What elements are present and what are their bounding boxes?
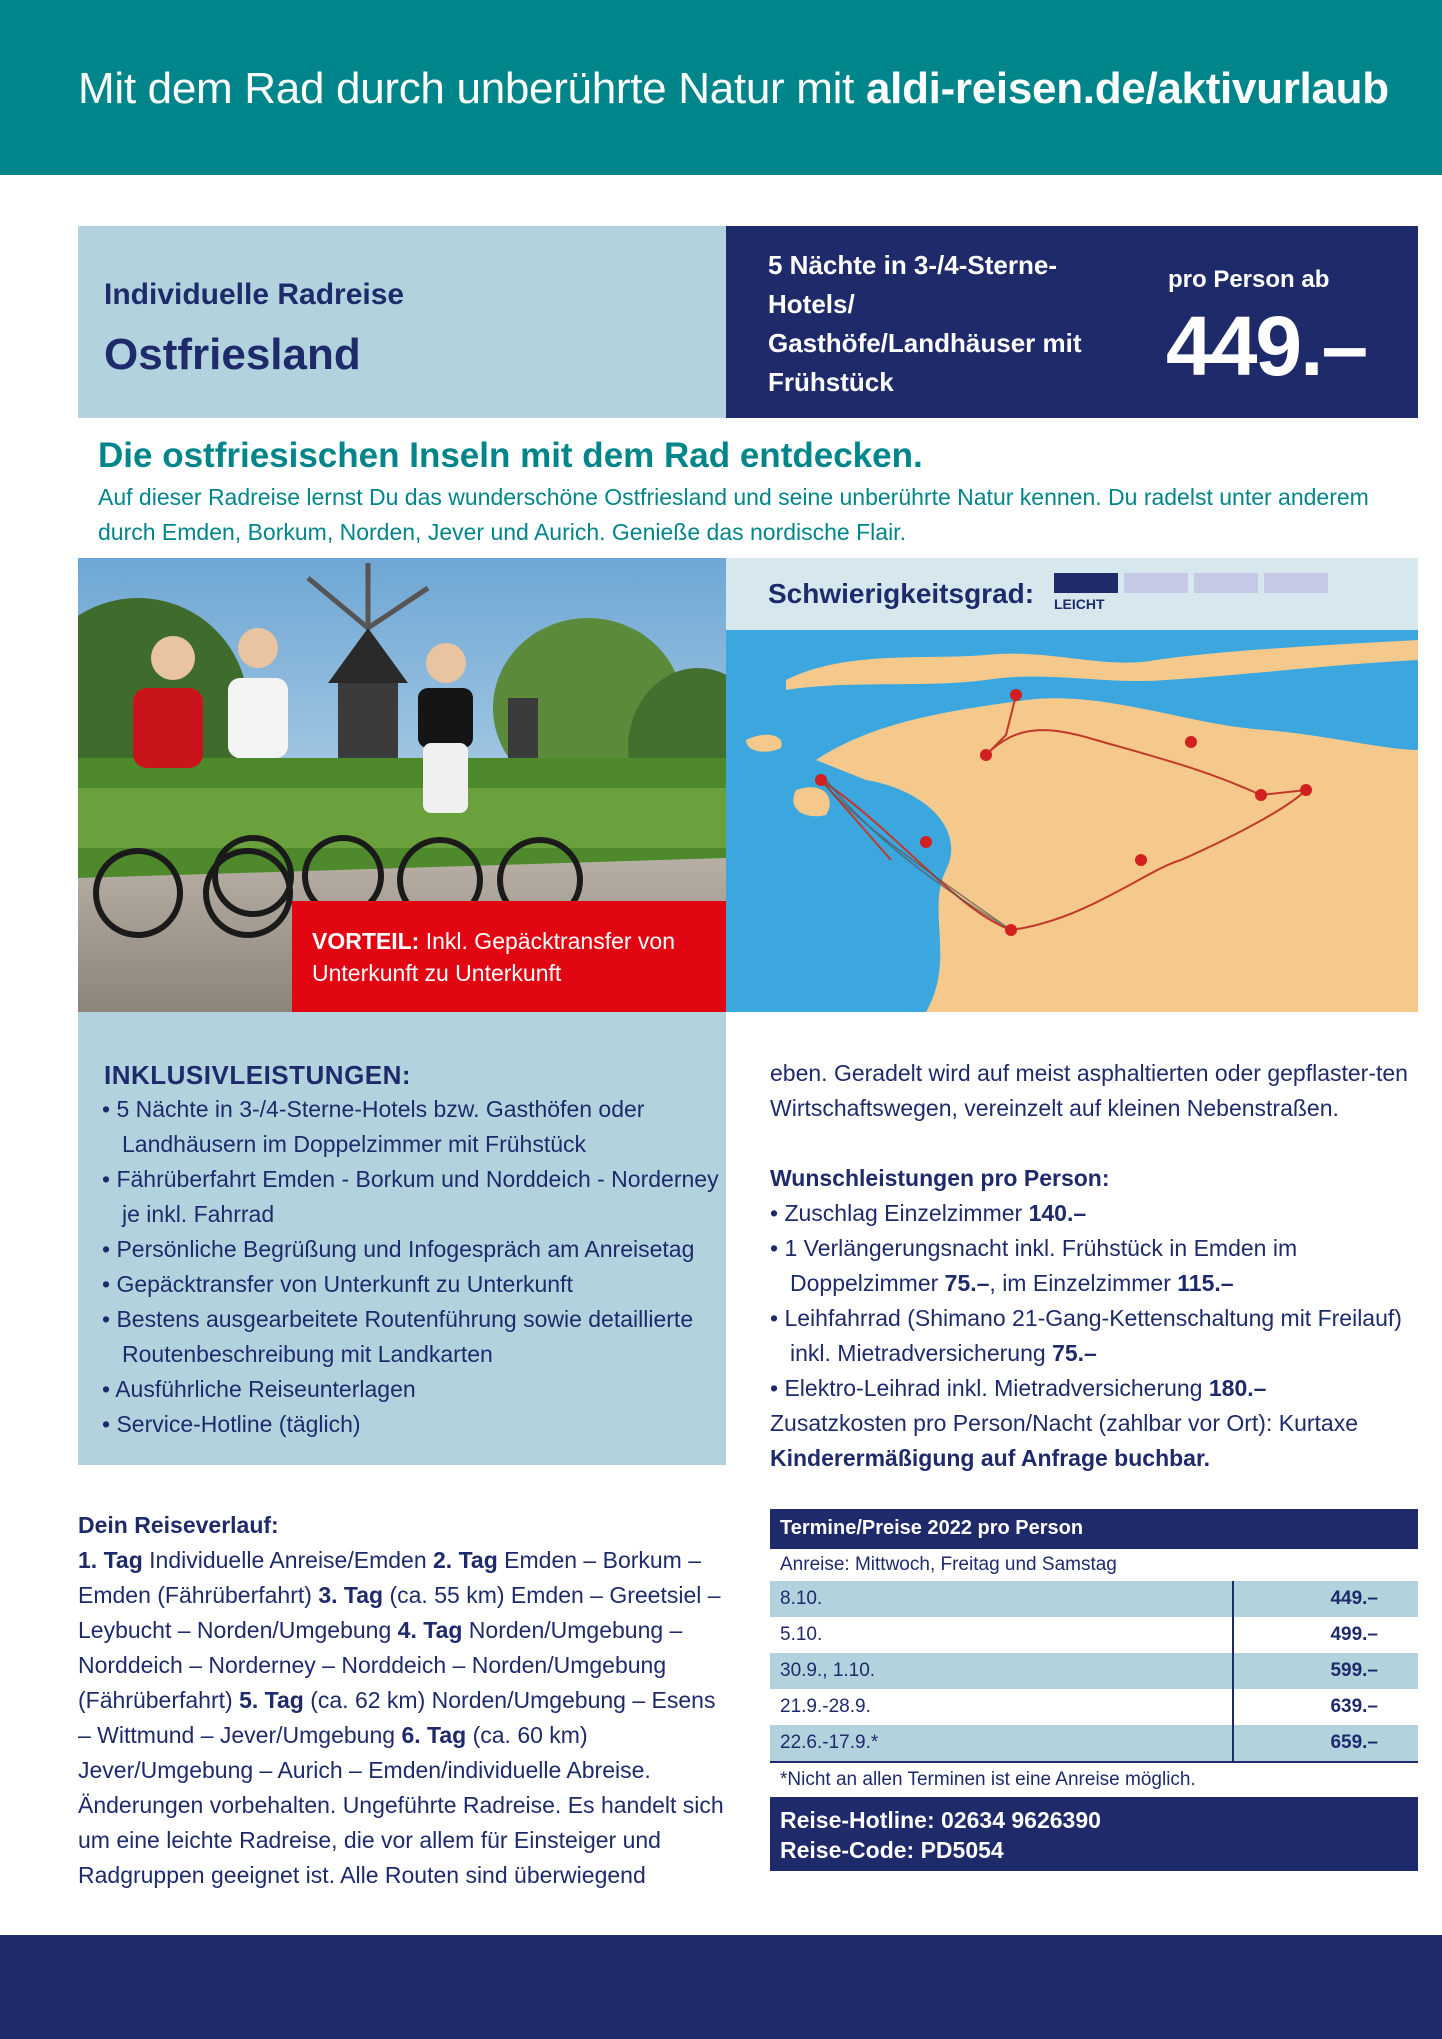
- list-item: • Elektro-Leihrad inkl. Mietradversicherung 180.–: [770, 1371, 1418, 1406]
- table-row: 5.10. 499.–: [780, 1624, 1378, 1645]
- price-label: pro Person ab: [1168, 266, 1330, 293]
- list-item: • 5 Nächte in 3-/4-Sterne-Hotels bzw. Gasthöfen oder Landhäusern im Doppelzimmer mit Frühstück: [102, 1092, 722, 1162]
- table-row: 22.6.-17.9.* 659.–: [770, 1725, 1418, 1761]
- difficulty-label: Schwierigkeitsgrad:: [768, 578, 1035, 609]
- list-item: • Service-Hotline (täglich): [102, 1407, 722, 1442]
- list-item: • Fährüberfahrt Emden - Borkum und Norddeich - Norderney je inkl. Fahrrad: [102, 1162, 722, 1232]
- difficulty-segment-1: [1054, 573, 1118, 593]
- table-rows: [770, 1581, 1418, 1763]
- itinerary-continuation: eben. Geradelt wird auf meist asphaltierten oder gepflaster-ten Wirtschaftswegen, vereinzelt auf kleinen Nebenstraßen.: [770, 1060, 1408, 1121]
- table-row: 30.9., 1.10. 599.–: [770, 1653, 1418, 1689]
- top-banner: [0, 0, 1442, 175]
- list-item: • 1 Verlängerungsnacht inkl. Frühstück in Emden im Doppelzimmer 75.–, im Einzelzimmer 115.–: [770, 1231, 1418, 1301]
- route-map: [726, 630, 1418, 1012]
- price-table: [770, 1509, 1418, 1871]
- inclusive-title: INKLUSIVLEISTUNGEN:: [104, 1060, 412, 1090]
- right-column: [770, 1056, 1418, 1476]
- banner-link[interactable]: aldi-reisen.de/aktivurlaub: [865, 64, 1389, 113]
- header-title-box: [78, 226, 726, 418]
- child-discount: Kinderermäßigung auf Anfrage buchbar.: [770, 1445, 1211, 1471]
- headline: Die ostfriesischen Inseln mit dem Rad entdecken.: [98, 436, 923, 475]
- itinerary-title: Dein Reiseverlauf:: [78, 1512, 279, 1538]
- trip-title: Ostfriesland: [104, 330, 361, 379]
- list-item: • Ausführliche Reiseunterlagen: [102, 1372, 722, 1407]
- list-item: • Zuschlag Einzelzimmer 140.–: [770, 1196, 1418, 1231]
- intro-text: Auf dieser Radreise lernst Du das wunderschöne Ostfriesland und seine unberührte Natur kennen. Du radelst unter anderem durch Emden, Borkum, Norden, Jever und Aurich. Genieße das nordische Flair.: [98, 484, 1369, 545]
- bottom-banner: [0, 1935, 1442, 2039]
- difficulty-segment-4: [1264, 573, 1328, 593]
- list-item: • Leihfahrrad (Shimano 21-Gang-Kettenschaltung mit Freilauf) inkl. Mietradversicherung 75.–: [770, 1301, 1418, 1371]
- arrival-days: Anreise: Mittwoch, Freitag und Samstag: [780, 1554, 1117, 1575]
- table-row: 8.10. 449.–: [770, 1581, 1418, 1617]
- route-map-illustration: [726, 630, 1418, 1012]
- list-item: • Persönliche Begrüßung und Infogespräch am Anreisetag: [102, 1232, 722, 1267]
- inclusive-list: [102, 1092, 722, 1442]
- itinerary: Dein Reiseverlauf: 1. Tag Individuelle Anreise/Emden 2. Tag Emden – Borkum – Emden (Fährüberfahrt) 3. Tag (ca. 55 km) Emden – Greetsiel – Leybucht – Norden/Umgebung 4. Tag Norden/Umgebung – Norddeich – Norderney – Norddeich – Norden/Umgebung (Fährüberfahrt) 5. Tag (ca. 62 km) Norden/Umgebung – Esens – Wittmund – Jever/Umgebung 6. Tag (ca. 60 km) Jever/Umgebung – Aurich – Emden/individuelle Abreise. Änderungen vorbehalten. Ungeführte Radreise. Es handelt sich um eine leichte Radreise, die vor allem für Einsteiger und Radgruppen geeignet ist. Alle Routen sind überwiegend: [78, 1508, 728, 1893]
- extra-costs: Zusatzkosten pro Person/Nacht (zahlbar vor Ort): Kurtaxe: [770, 1410, 1359, 1436]
- optional-services-list: [770, 1196, 1418, 1406]
- difficulty-bar: [726, 558, 1418, 630]
- difficulty-level: LEICHT: [1054, 596, 1105, 612]
- header-price-box: [726, 226, 1418, 418]
- table-divider: [1232, 1581, 1234, 1761]
- trip-code: Reise-Code: PD5054: [780, 1837, 1004, 1863]
- inclusive-box: [78, 1012, 726, 1465]
- difficulty-segment-3: [1194, 573, 1258, 593]
- optional-services-title: Wunschleistungen pro Person:: [770, 1165, 1110, 1191]
- table-note: *Nicht an allen Terminen ist eine Anreise möglich.: [780, 1769, 1196, 1790]
- trip-subtitle: Individuelle Radreise: [104, 278, 405, 311]
- nights-info: 5 Nächte in 3-/4-Sterne-Hotels/ Gasthöfe/Landhäuser mit Frühstück: [768, 250, 1082, 397]
- list-item: • Bestens ausgearbeitete Routenführung sowie detaillierte Routenbeschreibung mit Landkarten: [102, 1302, 722, 1372]
- banner-text: Mit dem Rad durch unberührte Natur mit aldi-reisen.de/aktivurlaub: [78, 64, 1389, 113]
- hotline: Reise-Hotline: 02634 9626390: [780, 1807, 1101, 1833]
- list-item: • Gepäcktransfer von Unterkunft zu Unterkunft: [102, 1267, 722, 1302]
- table-title: Termine/Preise 2022 pro Person: [770, 1509, 1418, 1549]
- price-value: 449.–: [1166, 299, 1367, 393]
- table-row: 21.9.-28.9. 639.–: [780, 1696, 1378, 1717]
- vorteil-box: VORTEIL: Inkl. Gepäcktransfer von Unterkunft zu Unterkunft: [292, 901, 726, 1012]
- difficulty-segment-2: [1124, 573, 1188, 593]
- booking-info: [770, 1797, 1418, 1871]
